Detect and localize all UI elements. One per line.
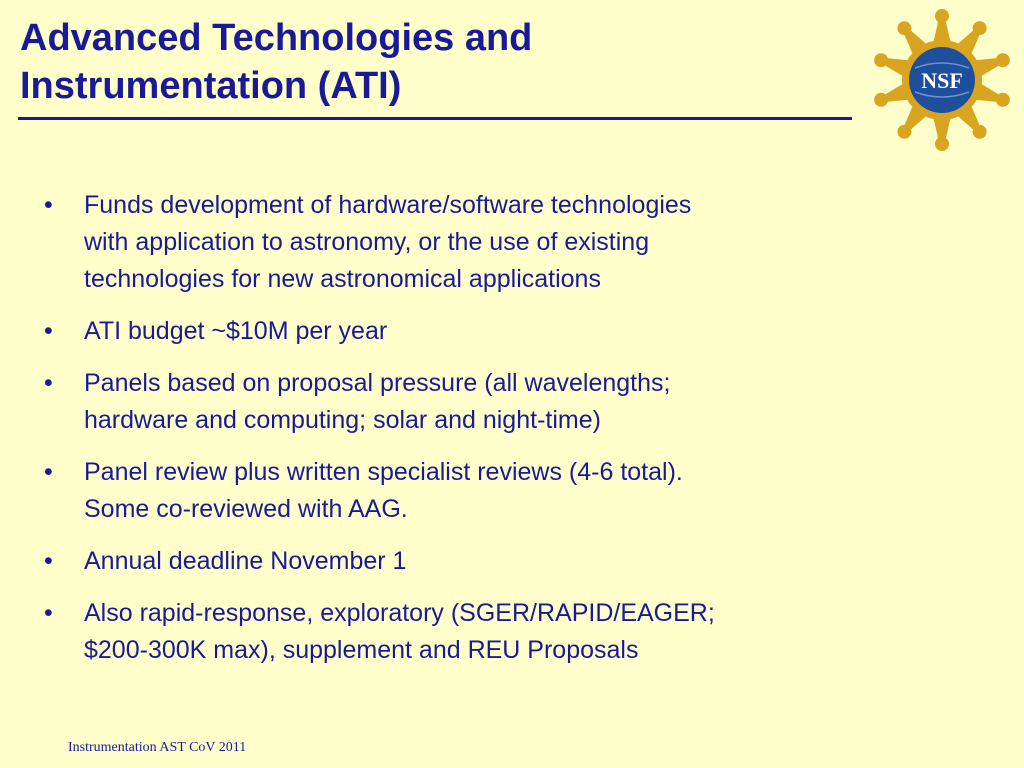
bullet-dot: • xyxy=(44,458,53,486)
bullet-dot: • xyxy=(44,191,53,219)
bullet-dot: • xyxy=(44,317,53,345)
logo-ray-head xyxy=(973,125,987,139)
bullet-item xyxy=(44,365,904,439)
bullet-line: Some co-reviewed with AAG. xyxy=(84,495,408,523)
bullet-item xyxy=(44,313,904,350)
logo-ray-head xyxy=(897,125,911,139)
bullet-item xyxy=(44,595,904,669)
logo-ray-head xyxy=(874,93,888,107)
slide-title xyxy=(20,14,850,110)
bullet-line: ATI budget ~$10M per year xyxy=(84,317,388,345)
footer-text: Instrumentation AST CoV 2011 xyxy=(68,740,247,755)
bullet-line: with application to astronomy, or the use of existing xyxy=(84,228,650,256)
bullet-item xyxy=(44,454,904,528)
bullet-list xyxy=(44,187,904,684)
slide-title-line-2: Instrumentation (ATI) xyxy=(20,65,402,107)
bullet-line: Panel review plus written specialist reviews (4-6 total). xyxy=(84,458,683,486)
logo-ray-head xyxy=(935,9,949,23)
bullet-dot: • xyxy=(44,547,53,575)
logo-ray-head xyxy=(973,21,987,35)
bullet-line: Panels based on proposal pressure (all wavelengths; xyxy=(84,369,671,397)
bullet-line: Funds development of hardware/software technologies xyxy=(84,191,692,219)
logo-text: NSF xyxy=(921,68,963,93)
bullet-item xyxy=(44,543,904,580)
bullet-line: technologies for new astronomical applications xyxy=(84,265,601,293)
bullet-line: hardware and computing; solar and night-time) xyxy=(84,406,601,434)
logo-ray-head xyxy=(996,93,1010,107)
logo-ray-head xyxy=(996,53,1010,67)
bullet-dot: • xyxy=(44,369,53,397)
bullet-item xyxy=(44,187,904,298)
title-underline xyxy=(18,117,852,120)
bullet-dot: • xyxy=(44,599,53,627)
logo-ray-head xyxy=(874,53,888,67)
slide-title-line-1: Advanced Technologies and xyxy=(20,17,533,59)
logo-ray-head xyxy=(935,137,949,151)
logo-ray-head xyxy=(897,21,911,35)
bullet-line: $200-300K max), supplement and REU Proposals xyxy=(84,636,639,664)
nsf-logo-icon xyxy=(868,6,1016,154)
bullet-line: Also rapid-response, exploratory (SGER/RAPID/EAGER; xyxy=(84,599,715,627)
bullet-line: Annual deadline November 1 xyxy=(84,547,407,575)
